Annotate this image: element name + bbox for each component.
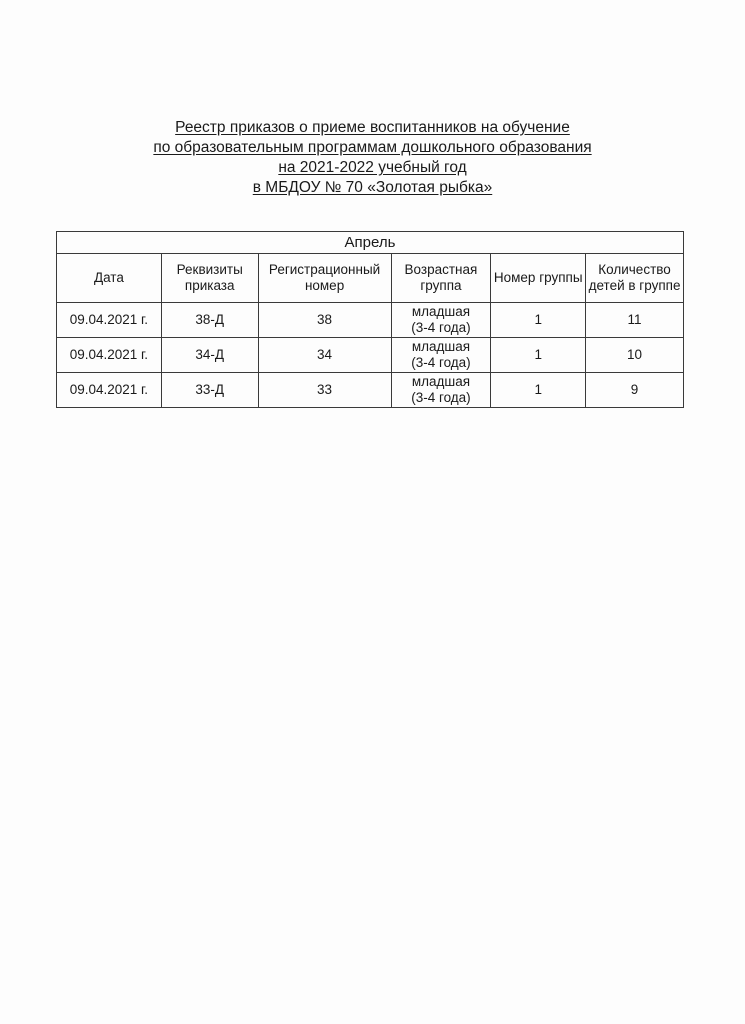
header-age-group: Возрастная группа <box>391 254 491 303</box>
cell-age-group <box>391 338 491 373</box>
cell-date: 09.04.2021 г. <box>57 303 162 338</box>
heading-line-3: на 2021-2022 учебный год <box>278 159 467 176</box>
cell-group-number: 1 <box>491 338 586 373</box>
cell-requisites: 34-Д <box>161 338 258 373</box>
cell-requisites: 33-Д <box>161 373 258 408</box>
heading-line-2: по образовательным программам дошкольного образования <box>153 139 592 156</box>
column-header-row <box>57 254 684 303</box>
cell-date: 09.04.2021 г. <box>57 338 162 373</box>
table-row <box>57 303 684 338</box>
cell-reg-number: 33 <box>258 373 391 408</box>
age-group-label: младшая <box>411 374 471 389</box>
age-range-label: (3-4 года) <box>411 390 471 405</box>
table-row <box>57 338 684 373</box>
age-group-label: младшая <box>411 304 471 319</box>
orders-register-table <box>56 231 684 408</box>
cell-children-count: 11 <box>586 303 684 338</box>
cell-reg-number: 34 <box>258 338 391 373</box>
heading-line-1: Реестр приказов о приеме воспитанников на обучение <box>175 119 570 136</box>
heading-line-4: в МБДОУ № 70 «Золотая рыбка» <box>252 179 493 196</box>
cell-age-group <box>391 303 491 338</box>
age-group-label: младшая <box>411 339 471 354</box>
month-header: Апрель <box>57 232 684 254</box>
header-children-count: Количество детей в группе <box>586 254 684 303</box>
cell-children-count: 10 <box>586 338 684 373</box>
cell-children-count: 9 <box>586 373 684 408</box>
document-heading <box>0 118 745 198</box>
cell-date: 09.04.2021 г. <box>57 373 162 408</box>
cell-age-group <box>391 373 491 408</box>
cell-reg-number: 38 <box>258 303 391 338</box>
cell-group-number: 1 <box>491 303 586 338</box>
header-group-number: Номер группы <box>491 254 586 303</box>
age-range-label: (3-4 года) <box>411 355 471 370</box>
header-requisites: Реквизиты приказа <box>161 254 258 303</box>
age-range-label: (3-4 года) <box>411 320 471 335</box>
header-date: Дата <box>57 254 162 303</box>
cell-group-number: 1 <box>491 373 586 408</box>
cell-requisites: 38-Д <box>161 303 258 338</box>
table-row <box>57 373 684 408</box>
header-reg-number: Регистрационный номер <box>258 254 391 303</box>
